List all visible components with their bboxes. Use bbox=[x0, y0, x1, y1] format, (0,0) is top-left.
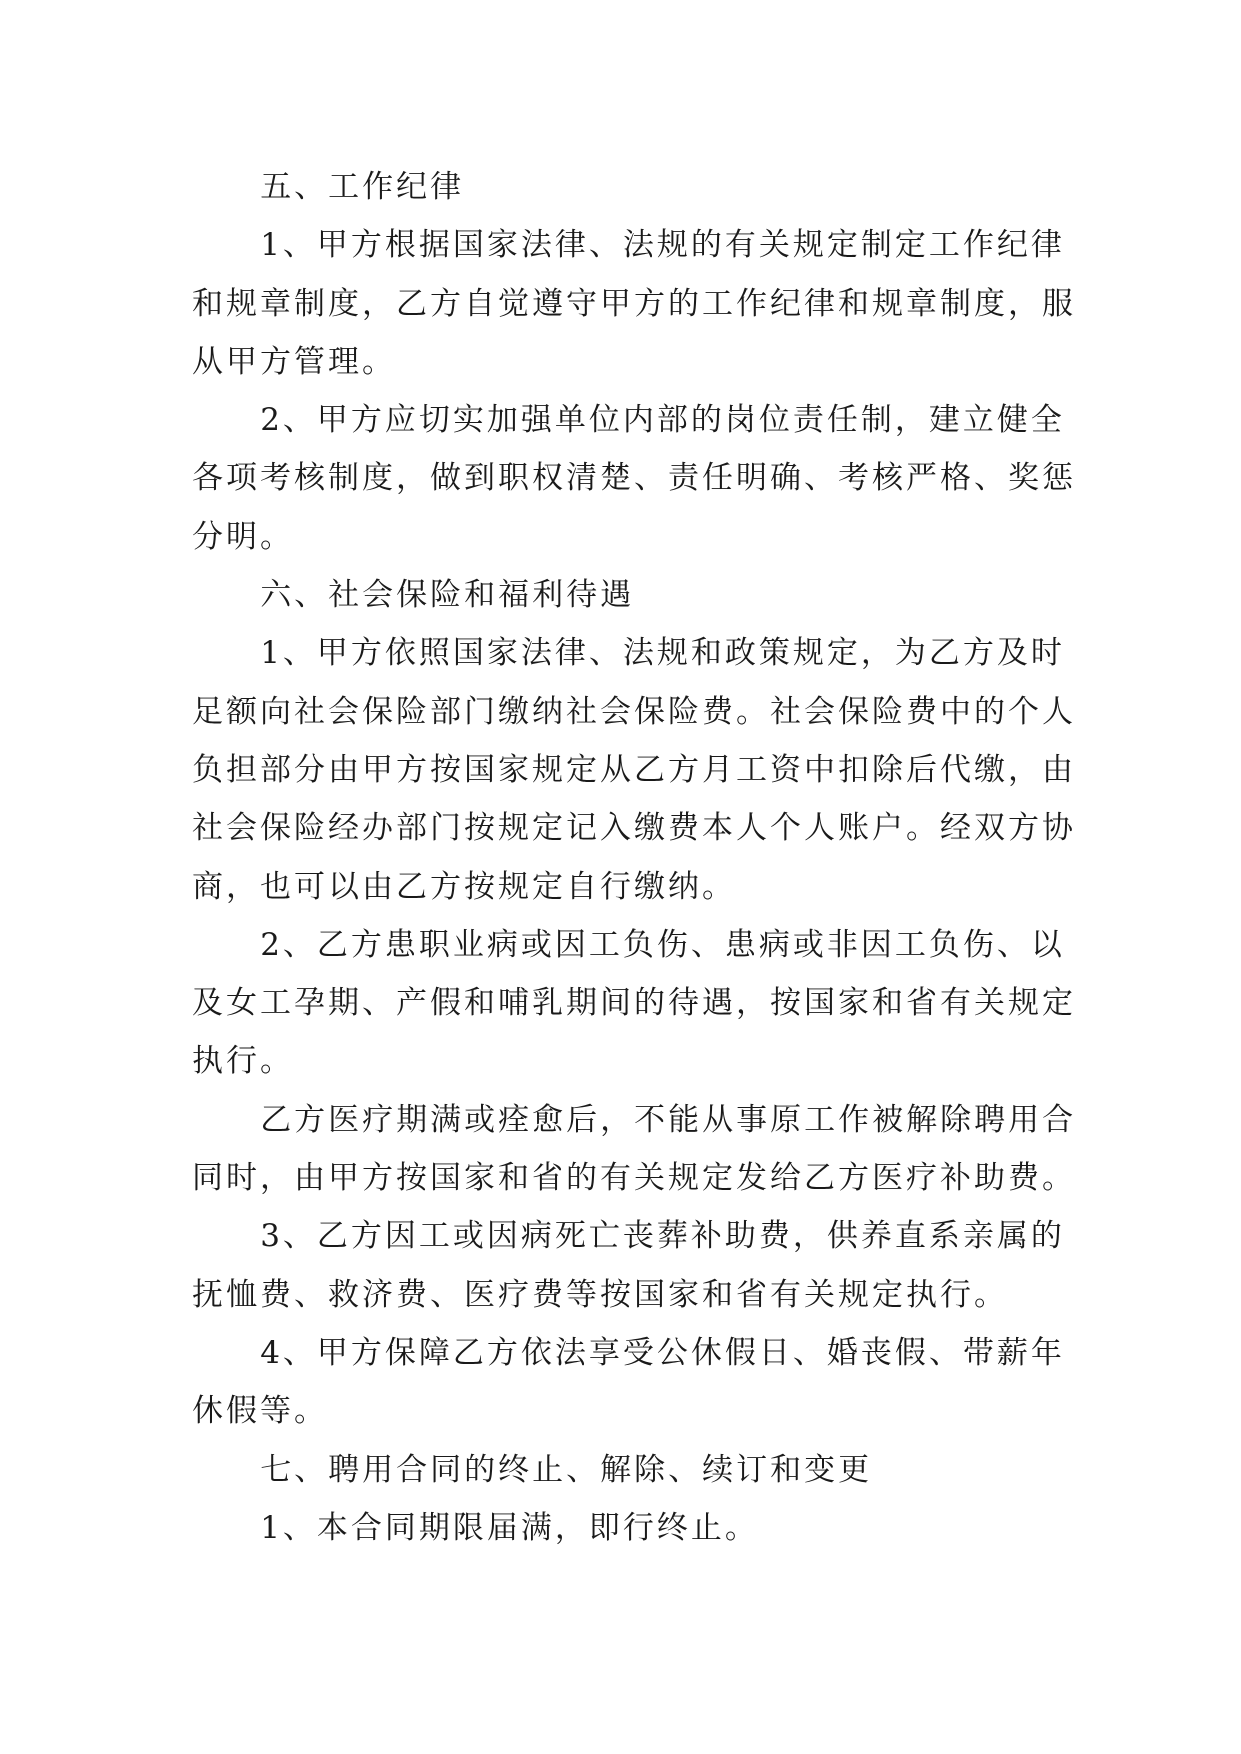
paragraph-line: 休假等。 bbox=[192, 1393, 328, 1430]
paragraph-line: 及女工孕期、产假和哺乳期间的待遇，按国家和省有关规定 bbox=[192, 985, 1076, 1022]
paragraph-line: 负担部分由甲方按国家规定从乙方月工资中扣除后代缴，由 bbox=[192, 751, 1076, 788]
paragraph-line: 执行。 bbox=[192, 1043, 294, 1080]
paragraph-line: 各项考核制度，做到职权清楚、责任明确、考核严格、奖惩 bbox=[192, 460, 1076, 497]
paragraph-line: 足额向社会保险部门缴纳社会保险费。社会保险费中的个人 bbox=[192, 693, 1076, 730]
paragraph-line: 分明。 bbox=[192, 518, 294, 555]
paragraph-line: 商，也可以由乙方按规定自行缴纳。 bbox=[192, 868, 736, 905]
paragraph-line: 抚恤费、救济费、医疗费等按国家和省有关规定执行。 bbox=[192, 1276, 1008, 1313]
paragraph-line: 从甲方管理。 bbox=[192, 343, 396, 380]
paragraph-line: 1、甲方根据国家法律、法规的有关规定制定工作纪律 bbox=[260, 227, 1065, 264]
paragraph-line: 同时，由甲方按国家和省的有关规定发给乙方医疗补助费。 bbox=[192, 1160, 1076, 1197]
section-heading-contract-termination: 七、聘用合同的终止、解除、续订和变更 bbox=[260, 1451, 873, 1488]
paragraph-line: 2、乙方患职业病或因工负伤、患病或非因工负伤、以 bbox=[260, 926, 1065, 963]
section-heading-social-insurance: 六、社会保险和福利待遇 bbox=[260, 577, 635, 614]
paragraph-line: 3、乙方因工或因病死亡丧葬补助费，供养直系亲属的 bbox=[260, 1218, 1065, 1255]
section-heading-work-discipline: 五、工作纪律 bbox=[260, 169, 465, 205]
paragraph-line: 1、本合同期限届满，即行终止。 bbox=[260, 1509, 759, 1546]
paragraph-line: 1、甲方依照国家法律、法规和政策规定，为乙方及时 bbox=[260, 635, 1065, 672]
paragraph-line: 和规章制度，乙方自觉遵守甲方的工作纪律和规章制度，服 bbox=[192, 285, 1076, 322]
document-body bbox=[192, 158, 1077, 1557]
paragraph-line: 社会保险经办部门按规定记入缴费本人个人账户。经双方协 bbox=[192, 810, 1076, 847]
paragraph-line: 4、甲方保障乙方依法享受公休假日、婚丧假、带薪年 bbox=[260, 1334, 1065, 1371]
paragraph-line: 乙方医疗期满或痊愈后，不能从事原工作被解除聘用合 bbox=[260, 1101, 1077, 1138]
paragraph-line: 2、甲方应切实加强单位内部的岗位责任制，建立健全 bbox=[260, 402, 1065, 439]
